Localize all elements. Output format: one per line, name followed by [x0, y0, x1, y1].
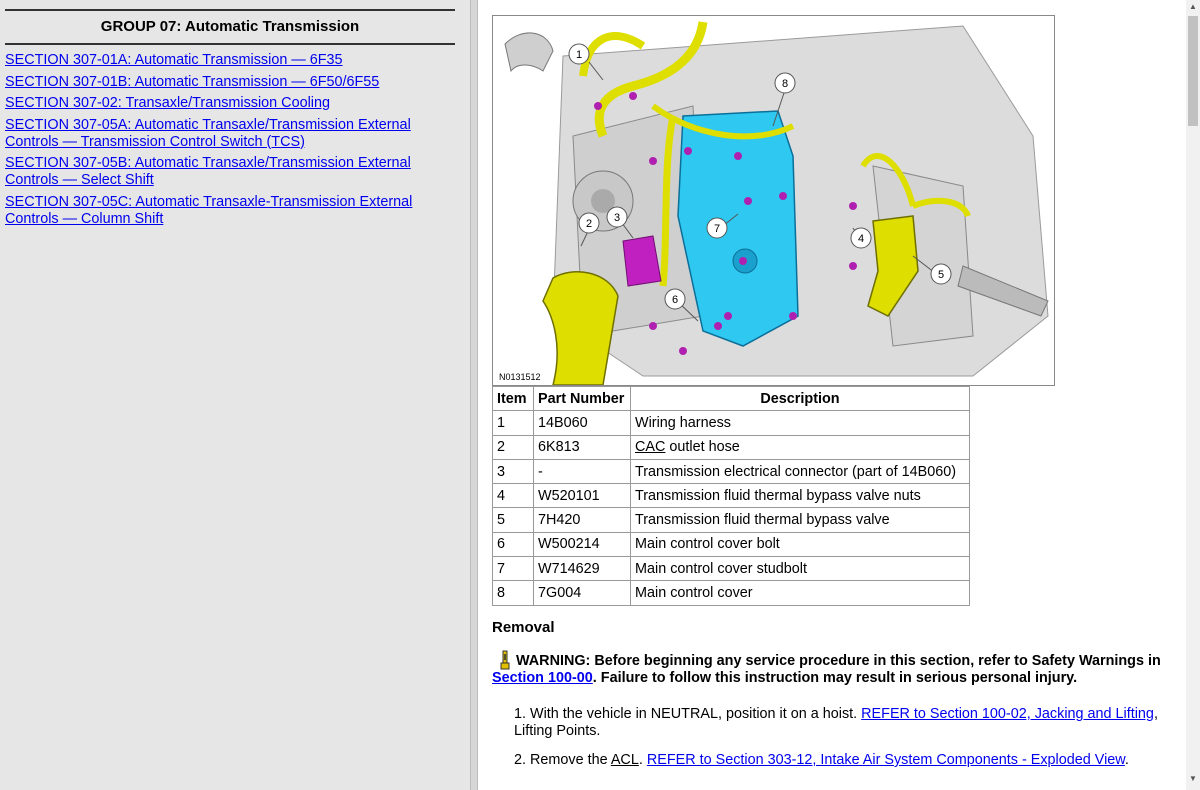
cell-item: 8	[493, 581, 534, 605]
section-link-307-05c[interactable]: SECTION 307-05C: Automatic Transaxle-Transmission External Controls — Column Shift	[5, 193, 413, 227]
figure-id: N0131512	[499, 372, 541, 382]
warning-icon	[500, 650, 510, 670]
svg-text:6: 6	[671, 294, 679, 306]
cell-desc-text: outlet hose	[665, 439, 740, 456]
cell-part: W500214	[534, 532, 631, 556]
header-description: Description	[631, 387, 970, 411]
cell-part: 6K813	[534, 435, 631, 459]
table-row	[493, 508, 970, 532]
callout-7	[707, 218, 727, 238]
top-divider	[5, 9, 455, 11]
cell-desc: Transmission electrical connector (part of 14B060)	[631, 459, 970, 483]
cell-desc: Wiring harness	[631, 411, 970, 435]
exploded-view-illustration	[492, 15, 1055, 386]
section-link-307-02[interactable]: SECTION 307-02: Transaxle/Transmission Cooling	[5, 95, 330, 111]
cell-desc: Transmission fluid thermal bypass valve	[631, 508, 970, 532]
table-row	[493, 484, 970, 508]
cell-item: 1	[493, 411, 534, 435]
step-abbr-after: .	[638, 752, 643, 768]
cell-desc: Main control cover bolt	[631, 532, 970, 556]
scroll-thumb[interactable]	[1188, 16, 1198, 126]
abbr-cac[interactable]: CAC	[635, 439, 666, 456]
vertical-scrollbar[interactable]	[1186, 0, 1200, 790]
header-item: Item	[493, 387, 534, 411]
removal-step-2	[514, 752, 1164, 769]
table-row	[493, 459, 970, 483]
cell-item: 5	[493, 508, 534, 532]
cell-part: W520101	[534, 484, 631, 508]
svg-text:1: 1	[575, 49, 583, 61]
table-row	[493, 581, 970, 605]
step-text: With the vehicle in NEUTRAL, position it on a hoist.	[530, 706, 858, 722]
cell-part: W714629	[534, 557, 631, 581]
cell-desc: Main control cover	[631, 581, 970, 605]
jacking-lifting-link[interactable]: REFER to Section 100-02, Jacking and Lifting	[861, 706, 1154, 722]
table-row	[493, 557, 970, 581]
cell-item: 7	[493, 557, 534, 581]
section-link-307-01b[interactable]: SECTION 307-01B: Automatic Transmission — 6F50/6F55	[5, 73, 380, 90]
svg-text:4: 4	[857, 233, 865, 245]
removal-step-1	[514, 706, 1164, 740]
section-link-307-05a[interactable]: SECTION 307-05A: Automatic Transaxle/Transmission External Controls — Transmission Control Switch (TCS)	[5, 116, 411, 150]
heading-divider	[5, 43, 455, 45]
intake-air-link[interactable]: REFER to Section 303-12, Intake Air System Components - Exploded View	[646, 752, 1125, 768]
table-row	[493, 411, 970, 435]
section-links	[5, 52, 455, 232]
callout-8	[775, 73, 795, 93]
warning-text-2: . Failure to follow this instruction may result in serious personal injury.	[592, 670, 1078, 686]
svg-text:3: 3	[613, 212, 621, 224]
table-row	[493, 435, 970, 459]
section-link-307-01a[interactable]: SECTION 307-01A: Automatic Transmission — 6F35	[5, 52, 343, 68]
svg-text:8: 8	[781, 78, 789, 90]
callout-2	[579, 213, 599, 233]
transmission-diagram	[493, 16, 1054, 385]
cell-item: 6	[493, 532, 534, 556]
abbr-acl[interactable]: ACL	[610, 752, 639, 768]
svg-text:2: 2	[585, 218, 593, 230]
scroll-down-arrow-icon[interactable]: ▼	[1189, 774, 1197, 783]
cell-part: 14B060	[534, 411, 631, 435]
step-number: 2.	[514, 752, 527, 768]
svg-text:7: 7	[713, 223, 721, 235]
callout-6	[665, 289, 685, 309]
parts-table	[492, 386, 970, 606]
step-number: 1.	[514, 706, 527, 722]
cell-part: 7G004	[534, 581, 631, 605]
warning-text-1: WARNING: Before beginning any service procedure in this section, refer to Safety Warnings in	[516, 653, 1161, 669]
cell-desc: Transmission fluid thermal bypass valve nuts	[631, 484, 970, 508]
callout-5	[931, 264, 951, 284]
cell-part: -	[534, 459, 631, 483]
cell-desc: Main control cover studbolt	[631, 557, 970, 581]
svg-text:5: 5	[937, 269, 945, 281]
header-part-number: Part Number	[534, 387, 631, 411]
callout-3	[607, 207, 627, 227]
section-link-307-05b[interactable]: SECTION 307-05B: Automatic Transaxle/Transmission External Controls — Select Shift	[5, 155, 411, 188]
table-row	[493, 532, 970, 556]
callout-1	[569, 44, 589, 64]
step-text: Remove the	[530, 752, 608, 768]
table-header-row	[493, 387, 970, 411]
scroll-up-arrow-icon[interactable]: ▲	[1189, 2, 1197, 11]
cell-desc	[631, 435, 970, 459]
pane-splitter[interactable]	[470, 0, 478, 790]
section-100-00-link[interactable]: Section 100-00	[492, 670, 593, 686]
removal-heading: Removal	[492, 619, 555, 636]
group-heading: GROUP 07: Automatic Transmission	[100, 18, 360, 35]
step-after: .	[1124, 752, 1129, 768]
step-after: , Lifting Points.	[514, 706, 1158, 739]
content-pane	[478, 0, 1186, 790]
cell-item: 2	[493, 435, 534, 459]
cell-item: 3	[493, 459, 534, 483]
cell-item: 4	[493, 484, 534, 508]
cell-part: 7H420	[534, 508, 631, 532]
callout-4	[851, 228, 871, 248]
safety-warning	[492, 650, 1162, 687]
navigation-sidebar	[0, 0, 470, 790]
